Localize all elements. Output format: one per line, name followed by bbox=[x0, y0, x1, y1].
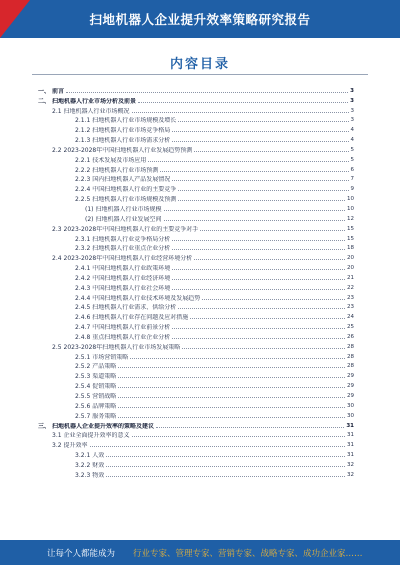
toc-page-number: 22 bbox=[347, 284, 354, 291]
toc-entry-number: 2.5.4 bbox=[75, 383, 91, 391]
toc-entry[interactable] bbox=[38, 272, 354, 282]
toc-dot-leader bbox=[118, 367, 345, 368]
toc-dot-leader bbox=[130, 358, 345, 359]
toc-page-number: 20 bbox=[347, 255, 354, 262]
footer-slogan-lead: 让每个人都能成为 bbox=[47, 549, 116, 559]
toc-entry-number: 2.4.4 bbox=[75, 294, 91, 302]
toc-page-number: 9 bbox=[350, 186, 354, 193]
toc-entry-title: 中国扫地机器人行业政策环境 bbox=[92, 265, 171, 273]
toc-page-number: 4 bbox=[350, 127, 354, 134]
toc-entry-number: 2.2.4 bbox=[75, 186, 91, 194]
toc-entry-number: 2.2 bbox=[52, 146, 62, 154]
toc-entry-title: 扫地机器人行业市场概况 bbox=[63, 107, 130, 115]
toc-entry-number: 2.4.2 bbox=[75, 274, 91, 282]
toc-entry-title: 产品策略 bbox=[92, 363, 117, 371]
toc-entry[interactable] bbox=[38, 134, 354, 144]
toc-dot-leader bbox=[194, 259, 345, 260]
toc-entry[interactable] bbox=[38, 449, 354, 459]
toc-dot-leader bbox=[178, 308, 345, 309]
toc-entry-number: 2.4.6 bbox=[75, 314, 91, 322]
toc-entry[interactable] bbox=[38, 341, 354, 351]
toc-entry-title: 技术发展及市场应用 bbox=[92, 156, 147, 164]
toc-page-number: 10 bbox=[347, 196, 354, 203]
toc-entry-title: 人效 bbox=[92, 452, 105, 460]
toc-entry-number: (2) bbox=[85, 215, 94, 223]
toc-dot-leader bbox=[164, 220, 345, 221]
toc-entry-number: 2.5.3 bbox=[75, 373, 91, 381]
toc-dot-leader bbox=[172, 328, 345, 329]
toc-entry-title: 扫地机器人行业竞争格局分析 bbox=[92, 235, 171, 243]
toc-dot-leader bbox=[118, 387, 345, 388]
toc-page-number: 7 bbox=[350, 176, 354, 183]
toc-entry[interactable] bbox=[38, 183, 354, 193]
toc-entry-number: 2.2.3 bbox=[75, 176, 91, 184]
toc-entry-title: 中国扫地机器人行业经济环境 bbox=[92, 274, 171, 282]
toc-entry-title: 扫地机器人行业重点企业分析 bbox=[92, 245, 171, 253]
toc-entry[interactable] bbox=[38, 164, 354, 174]
toc-dot-leader bbox=[138, 102, 348, 103]
toc-entry-title: 2023-2028年中国扫地机器人行业发展趋势预测 bbox=[63, 146, 193, 154]
footer-slogan-roles: 行业专家、管理专家、营销专家、战略专家、成功企业家…… bbox=[133, 549, 363, 559]
toc-entry[interactable] bbox=[38, 439, 354, 449]
toc-dot-leader bbox=[172, 269, 345, 270]
toc-entry-number: 2.4.5 bbox=[75, 304, 91, 312]
toc-entry[interactable] bbox=[38, 370, 354, 380]
toc-entry-number: 2.2.2 bbox=[75, 166, 91, 174]
toc-dot-leader bbox=[172, 180, 348, 181]
toc-entry[interactable] bbox=[38, 85, 354, 95]
toc-page-number: 10 bbox=[347, 205, 354, 212]
toc-dot-leader bbox=[172, 249, 345, 250]
toc-entry[interactable] bbox=[38, 390, 354, 400]
toc-page-number: 31 bbox=[347, 432, 354, 439]
toc-entry[interactable] bbox=[38, 311, 354, 321]
toc-page-number: 31 bbox=[346, 422, 354, 429]
toc-entry[interactable] bbox=[38, 302, 354, 312]
toc-entry-title: 扫地机器人行业市场分析及前景 bbox=[52, 97, 137, 105]
toc-page-number: 32 bbox=[347, 461, 354, 468]
toc-entry-number: 2.3.2 bbox=[75, 245, 91, 253]
toc-entry[interactable] bbox=[38, 282, 354, 292]
toc-entry[interactable] bbox=[38, 105, 354, 115]
toc-page-number: 18 bbox=[347, 245, 354, 252]
toc-entry-number: 3.2 bbox=[52, 442, 62, 450]
toc-dot-leader bbox=[148, 161, 348, 162]
toc-entry-title: 扫地机器人行业市场预测 bbox=[92, 166, 159, 174]
toc-entry-number: 2.4.3 bbox=[75, 284, 91, 292]
toc-entry[interactable] bbox=[38, 252, 354, 262]
toc-dot-leader bbox=[194, 151, 348, 152]
toc-heading: 内容目录 bbox=[169, 57, 230, 72]
toc-entry-title: 提升效率 bbox=[63, 442, 88, 450]
toc-page-number: 21 bbox=[347, 274, 354, 281]
toc-entry[interactable] bbox=[38, 223, 354, 233]
table-of-contents bbox=[38, 85, 354, 479]
toc-dot-leader bbox=[182, 348, 345, 349]
toc-page-number: 30 bbox=[347, 402, 354, 409]
toc-page-number: 28 bbox=[347, 353, 354, 360]
toc-entry[interactable] bbox=[38, 331, 354, 341]
toc-dot-leader bbox=[200, 230, 345, 231]
toc-dot-leader bbox=[190, 318, 345, 319]
toc-entry-title: 品牌策略 bbox=[92, 402, 117, 410]
toc-dot-leader bbox=[160, 171, 348, 172]
toc-entry[interactable] bbox=[38, 95, 354, 105]
toc-entry-number: 2.4.1 bbox=[75, 265, 91, 273]
toc-page-number: 25 bbox=[347, 324, 354, 331]
toc-dot-leader bbox=[156, 427, 344, 428]
report-title: 扫地机器人企业提升效率策略研究报告 bbox=[89, 12, 311, 27]
toc-entry[interactable] bbox=[38, 233, 354, 243]
toc-dot-leader bbox=[178, 200, 345, 201]
toc-entry-title: 中国扫地机器人行业技术环境及发展趋势 bbox=[92, 294, 201, 302]
toc-entry-title: 中国扫地机器人行业社会环境 bbox=[92, 284, 171, 292]
toc-entry-number: 2.5.2 bbox=[75, 363, 91, 371]
toc-entry[interactable] bbox=[38, 243, 354, 253]
toc-page-number: 29 bbox=[347, 393, 354, 399]
toc-dot-leader bbox=[66, 92, 348, 93]
toc-entry-title: 扫地机器人行业市场规模及增长 bbox=[92, 117, 177, 125]
toc-dot-leader bbox=[106, 456, 345, 457]
toc-dot-leader bbox=[172, 338, 345, 339]
toc-page-number: 3 bbox=[350, 107, 354, 114]
toc-entry-number: 2.5.6 bbox=[75, 402, 91, 410]
toc-entry-title: 服务策略 bbox=[92, 412, 117, 420]
toc-page-number: 28 bbox=[347, 363, 354, 370]
toc-entry[interactable] bbox=[38, 292, 354, 302]
toc-entry[interactable] bbox=[38, 469, 354, 479]
toc-entry-number: 2.2.5 bbox=[75, 196, 91, 204]
toc-entry-title: 扫地机器人行业需求、供给分析 bbox=[92, 304, 177, 312]
report-header-bar bbox=[0, 0, 400, 38]
toc-dot-leader bbox=[118, 407, 345, 408]
toc-entry[interactable] bbox=[38, 193, 354, 203]
toc-entry[interactable] bbox=[38, 262, 354, 272]
toc-entry-title: 前言 bbox=[52, 87, 65, 95]
toc-page-number: 31 bbox=[347, 452, 354, 459]
toc-page-number: 28 bbox=[347, 343, 354, 350]
toc-dot-leader bbox=[178, 121, 348, 122]
toc-entry-title: 扫地机器人行业市场竞争格局 bbox=[92, 127, 171, 135]
toc-dot-leader bbox=[164, 210, 345, 211]
toc-page-number: 5 bbox=[350, 146, 354, 153]
toc-dot-leader bbox=[172, 279, 345, 280]
toc-entry[interactable] bbox=[38, 203, 354, 213]
toc-dot-leader bbox=[90, 446, 345, 447]
toc-dot-leader bbox=[172, 240, 345, 241]
toc-dot-leader bbox=[106, 466, 345, 467]
toc-entry-number: 2.4 bbox=[52, 255, 62, 263]
toc-page-number: 29 bbox=[347, 373, 354, 380]
toc-entry-title: 企业全面提升效率的意义 bbox=[63, 432, 130, 440]
toc-entry-number: 2.5.7 bbox=[75, 412, 91, 420]
toc-dot-leader bbox=[132, 436, 345, 437]
toc-page-number: 23 bbox=[347, 294, 354, 301]
toc-entry-title: 中国扫地机器人行业前景分析 bbox=[92, 324, 171, 332]
toc-page-number: 15 bbox=[347, 235, 354, 242]
toc-dot-leader bbox=[172, 289, 345, 290]
toc-entry-number: 3.2.3 bbox=[75, 471, 91, 479]
toc-page-number: 20 bbox=[347, 265, 354, 272]
toc-dot-leader bbox=[172, 131, 348, 132]
toc-page-number: 26 bbox=[347, 333, 354, 340]
toc-page-number: 15 bbox=[347, 225, 354, 232]
toc-page-number: 31 bbox=[347, 442, 354, 449]
toc-entry-title: 国内扫地机器人产品发展情况 bbox=[92, 176, 171, 184]
toc-dot-leader bbox=[172, 141, 348, 142]
toc-entry[interactable] bbox=[38, 174, 354, 184]
toc-entry[interactable] bbox=[38, 144, 354, 154]
toc-entry-title: 扫地机器人行业存在问题及应对措施 bbox=[92, 314, 189, 322]
toc-dot-leader bbox=[118, 377, 345, 378]
toc-dot-leader bbox=[106, 476, 345, 477]
toc-entry-title: 中国扫地机器人行业的主要竞争 bbox=[92, 186, 177, 194]
toc-page-number: 32 bbox=[347, 471, 354, 478]
toc-entry-title: 扫地机器人行业发展空间 bbox=[95, 215, 162, 223]
toc-entry-number: 3.2.1 bbox=[75, 452, 91, 460]
toc-entry[interactable] bbox=[38, 380, 354, 390]
toc-entry[interactable] bbox=[38, 213, 354, 223]
toc-entry-number: 2.1.2 bbox=[75, 127, 91, 135]
toc-entry-number: 三、 bbox=[38, 422, 51, 430]
toc-page-number: 29 bbox=[347, 383, 354, 390]
toc-entry-number: (1) bbox=[85, 205, 94, 213]
toc-entry-number: 2.1.1 bbox=[75, 117, 91, 125]
toc-entry-title: 渠道策略 bbox=[92, 373, 117, 381]
toc-entry-title: 重点扫地机器人行业企业分析 bbox=[92, 333, 171, 341]
toc-entry[interactable] bbox=[38, 124, 354, 134]
toc-entry-title: 扫地机器人行业市场需求分析 bbox=[92, 137, 171, 145]
toc-entry-number: 3.2.2 bbox=[75, 461, 91, 469]
toc-entry-number: 2.3.1 bbox=[75, 235, 91, 243]
toc-entry[interactable] bbox=[38, 115, 354, 125]
toc-entry-number: 3.1 bbox=[52, 432, 62, 440]
toc-page-number: 6 bbox=[350, 166, 354, 173]
toc-page-number: 24 bbox=[347, 314, 354, 321]
toc-entry-title: 2023-2028年中国扫地机器人行业的主要竞争对手 bbox=[63, 225, 199, 233]
toc-entry-number: 二、 bbox=[38, 97, 51, 105]
toc-dot-leader bbox=[118, 417, 345, 418]
toc-page-number: 23 bbox=[347, 304, 354, 311]
toc-entry-title: 扫地机器人行业市场规模及预测 bbox=[92, 196, 177, 204]
toc-dot-leader bbox=[132, 112, 349, 113]
toc-page-number: 5 bbox=[350, 156, 354, 163]
toc-page-number: 12 bbox=[347, 215, 354, 222]
toc-entry-title: 2023-2028年扫地机器人行业市场发展策略 bbox=[63, 343, 181, 351]
toc-entry-number: 2.5.5 bbox=[75, 393, 91, 400]
toc-entry-number: 2.4.8 bbox=[75, 333, 91, 341]
toc-entry[interactable] bbox=[38, 430, 354, 440]
toc-entry-title: 财效 bbox=[92, 461, 105, 469]
toc-page-number: 3 bbox=[350, 87, 354, 94]
toc-entry-title: 扫地机器人行业市场规模 bbox=[95, 205, 162, 213]
toc-entry-title: 扫地机器人企业提升效率的策略及建议 bbox=[52, 422, 155, 430]
toc-entry[interactable] bbox=[38, 410, 354, 420]
toc-entry[interactable] bbox=[38, 154, 354, 164]
toc-entry[interactable] bbox=[38, 400, 354, 410]
toc-entry-title: 2023-2028年中国扫地机器人行业经营环境分析 bbox=[63, 255, 193, 263]
toc-entry-number: 2.4.7 bbox=[75, 324, 91, 332]
toc-page-number: 3 bbox=[350, 97, 354, 104]
toc-page-number: 30 bbox=[347, 412, 354, 419]
toc-entry[interactable] bbox=[38, 420, 354, 430]
toc-entry[interactable] bbox=[38, 361, 354, 371]
toc-entry[interactable] bbox=[38, 459, 354, 469]
toc-dot-leader bbox=[202, 299, 345, 300]
toc-dot-leader bbox=[118, 397, 345, 398]
toc-entry-title: 营销战略 bbox=[92, 393, 117, 400]
toc-entry-number: 2.2.1 bbox=[75, 156, 91, 164]
toc-entry-number: 2.5.1 bbox=[75, 353, 91, 361]
toc-entry-number: 2.1.3 bbox=[75, 137, 91, 145]
toc-entry-number: 2.1 bbox=[52, 107, 62, 115]
toc-entry-number: 2.5 bbox=[52, 343, 62, 351]
toc-page-number: 3 bbox=[350, 117, 354, 124]
toc-entry-title: 市场营销策略 bbox=[92, 353, 129, 361]
footer-bar bbox=[0, 540, 400, 565]
toc-entry-number: 一、 bbox=[38, 87, 51, 95]
toc-dot-leader bbox=[178, 190, 348, 191]
toc-page-number: 4 bbox=[350, 137, 354, 144]
toc-entry-title: 物效 bbox=[92, 471, 105, 479]
toc-entry-number: 2.3 bbox=[52, 225, 62, 233]
toc-divider bbox=[32, 74, 368, 75]
toc-entry[interactable] bbox=[38, 321, 354, 331]
toc-entry-title: 促销策略 bbox=[92, 383, 117, 391]
toc-entry[interactable] bbox=[38, 351, 354, 361]
